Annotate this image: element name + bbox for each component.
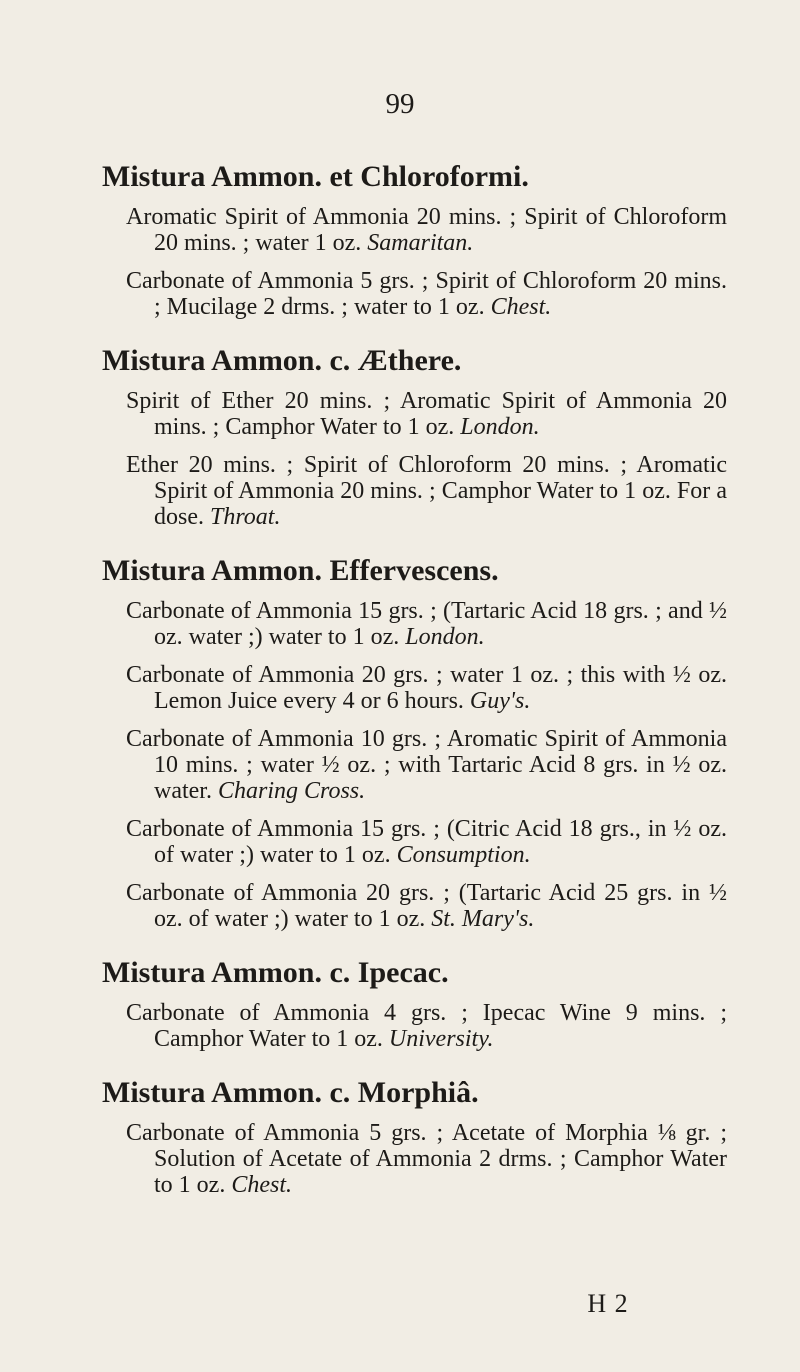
section-mistura-ammon-c-aethere	[102, 342, 727, 530]
recipe-text: Carbonate of Ammonia 5 grs. ; Spirit of Chloroform 20 mins. ; Mucilage 2 drms. ; water to 1 oz.	[126, 268, 727, 320]
section-heading: Mistura Ammon. Effervescens.	[102, 554, 499, 587]
recipe-text: Carbonate of Ammonia 15 grs. ; (Tartaric Acid 18 grs. ; and ½ oz. water ;) water to 1 oz.	[126, 598, 727, 650]
recipe-source: London.	[460, 414, 540, 440]
recipe-entry	[126, 268, 727, 320]
recipe-text: Carbonate of Ammonia 20 grs. ; water 1 oz. ; this with ½ oz. Lemon Juice every 4 or 6 hours.	[126, 662, 727, 714]
recipe-entry	[126, 1000, 727, 1052]
recipe-text: Carbonate of Ammonia 4 grs. ; Ipecac Wine 9 mins. ; Camphor Water to 1 oz.	[126, 1000, 727, 1052]
recipe-entry	[126, 204, 727, 256]
section-heading: Mistura Ammon. c. Morphiâ.	[102, 1076, 479, 1109]
section-mistura-ammon-et-chloroformi	[102, 158, 727, 320]
recipe-source: Charing Cross.	[217, 778, 366, 804]
recipe-source: University.	[388, 1026, 494, 1052]
section-mistura-ammon-effervescens	[102, 552, 727, 932]
recipe-text: Aromatic Spirit of Ammonia 20 mins. ; Spirit of Chloroform 20 mins. ; water 1 oz.	[126, 204, 727, 256]
recipe-text: Carbonate of Ammonia 20 grs. ; (Tartaric Acid 25 grs. in ½ oz. of water ;) water to 1 oz.	[126, 880, 727, 932]
section-mistura-ammon-c-morphia	[102, 1074, 727, 1198]
recipe-source: London.	[405, 624, 485, 650]
recipe-source: Samaritan.	[367, 230, 474, 256]
recipe-entry	[126, 816, 727, 868]
page-number: 99	[385, 88, 415, 120]
recipe-entry	[126, 598, 727, 650]
recipe-source: Throat.	[210, 504, 281, 530]
recipe-source: Consumption.	[396, 842, 531, 868]
recipe-text: Ether 20 mins. ; Spirit of Chloroform 20 mins. ; Aromatic Spirit of Ammonia 20 mins. ; Camphor Water to 1 oz. For a dose.	[126, 452, 727, 530]
recipe-entry	[126, 452, 727, 530]
recipe-entry	[126, 388, 727, 440]
recipe-text: Carbonate of Ammonia 15 grs. ; (Citric Acid 18 grs., in ½ oz. of water ;) water to 1 oz.	[126, 816, 727, 868]
recipe-source: Chest.	[490, 294, 552, 320]
recipe-source: St. Mary's.	[431, 906, 535, 932]
recipe-source: Guy's.	[469, 688, 531, 714]
recipe-text: Carbonate of Ammonia 10 grs. ; Aromatic Spirit of Ammonia 10 mins. ; water ½ oz. ; with Tartaric Acid 8 grs. in ½ oz. water.	[126, 726, 727, 804]
recipe-source: Chest.	[231, 1172, 292, 1198]
section-heading: Mistura Ammon. c. Æthere.	[102, 344, 462, 377]
recipe-text: Carbonate of Ammonia 5 grs. ; Acetate of Morphia ⅛ gr. ; Solution of Acetate of Ammonia 2 drms. ; Camphor Water to 1 oz.	[126, 1120, 727, 1198]
section-mistura-ammon-c-ipecac	[102, 954, 727, 1052]
recipe-entry	[126, 726, 727, 804]
recipe-entry	[126, 880, 727, 932]
section-heading: Mistura Ammon. et Chloroformi.	[102, 160, 529, 193]
section-heading: Mistura Ammon. c. Ipecac.	[102, 956, 449, 989]
recipe-text: Spirit of Ether 20 mins. ; Aromatic Spirit of Ammonia 20 mins. ; Camphor Water to 1 oz.	[126, 388, 727, 440]
signature-mark: H 2	[587, 1289, 629, 1318]
recipe-entry	[126, 1120, 727, 1198]
page-content	[102, 158, 727, 1220]
recipe-entry	[126, 662, 727, 714]
